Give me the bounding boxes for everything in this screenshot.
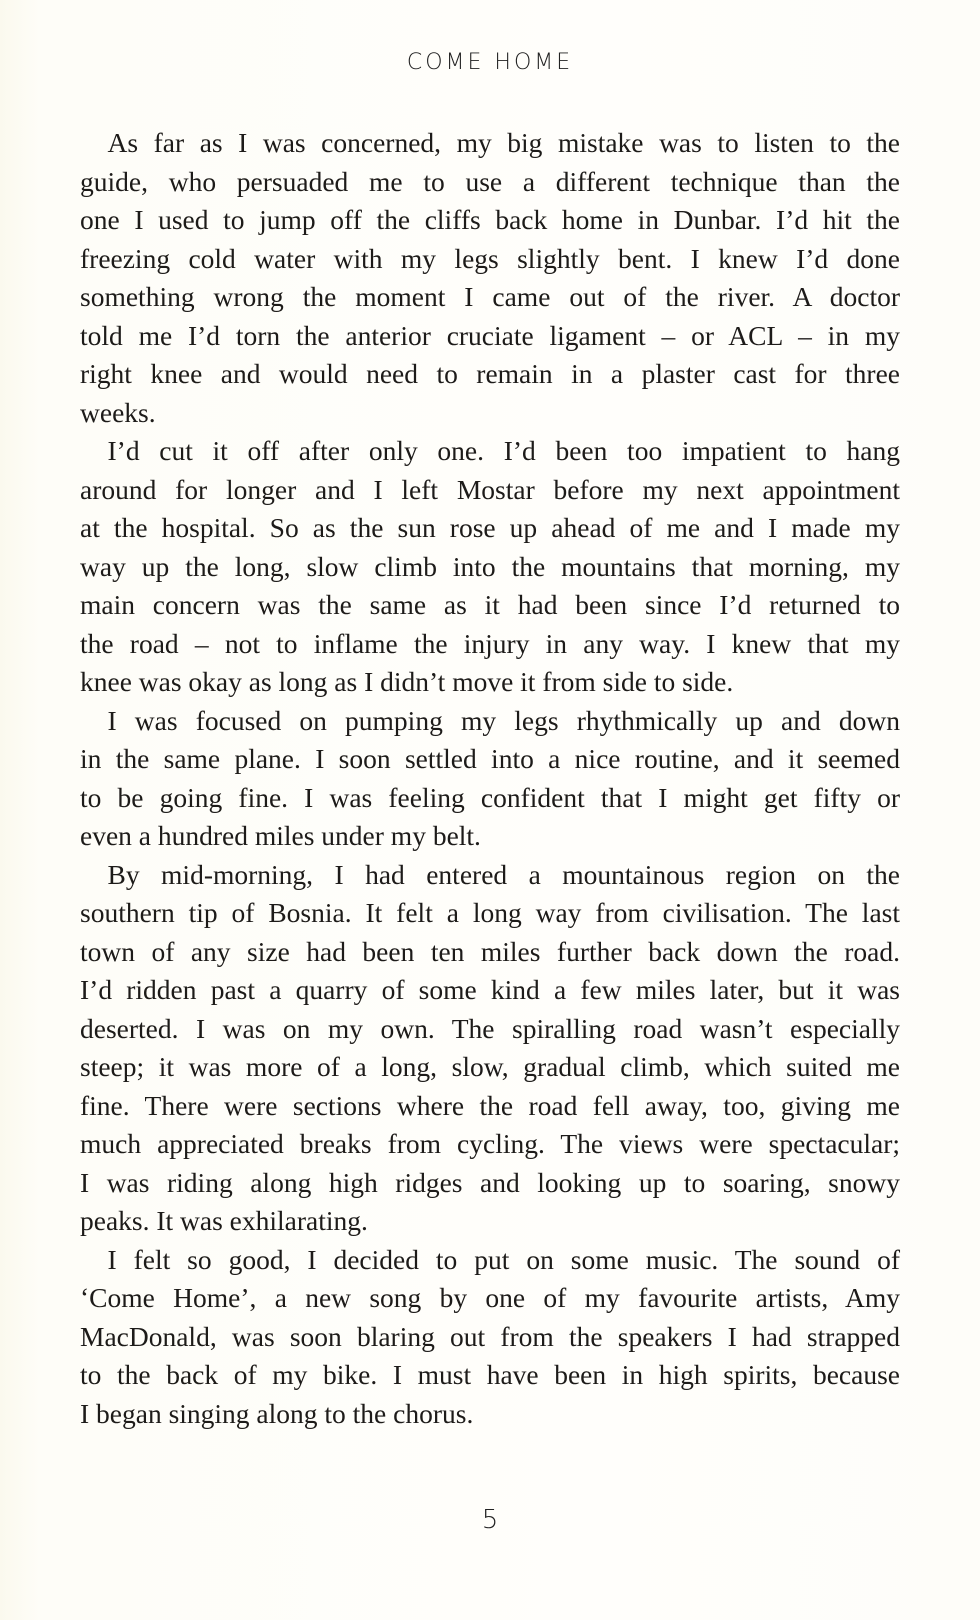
text-line: knee was okay as long as I didn’t move it from side to side. <box>80 666 734 697</box>
text-line: I’d ridden past a quarry of some kind a few miles later, but it was <box>80 974 900 1005</box>
paragraph <box>80 1241 900 1434</box>
paragraph <box>80 702 900 856</box>
text-line: main concern was the same as it had been since I’d returned to <box>80 589 900 620</box>
text-line: By mid-morning, I had entered a mountainous region on the <box>80 858 900 890</box>
text-line: ‘Come Home’, a new song by one of my favourite artists, Amy <box>80 1282 900 1313</box>
paragraph <box>80 432 900 702</box>
text-line: freezing cold water with my legs slightly bent. I knew I’d done <box>80 242 900 274</box>
text-line: way up the long, slow climb into the mountains that morning, my <box>80 550 900 582</box>
text-line: at the hospital. So as the sun rose up ahead of me and I made my <box>80 512 900 543</box>
text-line: around for longer and I left Mostar before my next appointment <box>80 473 900 505</box>
text-line: the road – not to inflame the injury in any way. I knew that my <box>80 627 900 659</box>
page-number: 5 <box>481 1505 499 1535</box>
text-line: to the back of my bike. I must have been in high spirits, because <box>80 1359 900 1390</box>
text-line: deserted. I was on my own. The spiralling road wasn’t especially <box>80 1012 900 1044</box>
text-line: town of any size had been ten miles further back down the road. <box>80 935 900 967</box>
text-line: told me I’d torn the anterior cruciate ligament – or ACL – in my <box>80 319 900 351</box>
running-head: COME HOME <box>406 50 574 75</box>
paragraph <box>80 856 900 1241</box>
text-line: MacDonald, was soon blaring out from the speakers I had strapped <box>80 1320 900 1352</box>
text-line: I’d cut it off after only one. I’d been too impatient to hang <box>80 435 900 466</box>
text-line: to be going fine. I was feeling confident that I might get fifty or <box>80 781 900 813</box>
text-line: something wrong the moment I came out of the river. A doctor <box>80 281 900 312</box>
text-line: weeks. <box>80 396 156 428</box>
text-line: even a hundred miles under my belt. <box>80 820 481 851</box>
text-line: I began singing along to the chorus. <box>80 1397 474 1429</box>
text-line: peaks. It was exhilarating. <box>80 1205 368 1236</box>
text-line: in the same plane. I soon settled into a nice routine, and it seemed <box>80 743 900 774</box>
body-text <box>80 124 900 1433</box>
text-line: southern tip of Bosnia. It felt a long way from civilisation. The last <box>80 897 900 928</box>
paragraph <box>80 124 900 432</box>
text-line: As far as I was concerned, my big mistake was to listen to the <box>80 127 900 158</box>
text-line: one I used to jump off the cliffs back home in Dunbar. I’d hit the <box>80 204 900 235</box>
text-line: I felt so good, I decided to put on some music. The sound of <box>80 1243 900 1275</box>
text-line: I was riding along high ridges and looking up to soaring, snowy <box>80 1166 900 1198</box>
text-line: I was focused on pumping my legs rhythmically up and down <box>80 704 900 736</box>
text-line: much appreciated breaks from cycling. The views were spectacular; <box>80 1128 900 1159</box>
text-line: right knee and would need to remain in a plaster cast for three <box>80 358 900 389</box>
text-line: guide, who persuaded me to use a different technique than the <box>80 165 900 197</box>
text-line: fine. There were sections where the road fell away, too, giving me <box>80 1089 900 1121</box>
text-line: steep; it was more of a long, slow, gradual climb, which suited me <box>80 1051 900 1082</box>
